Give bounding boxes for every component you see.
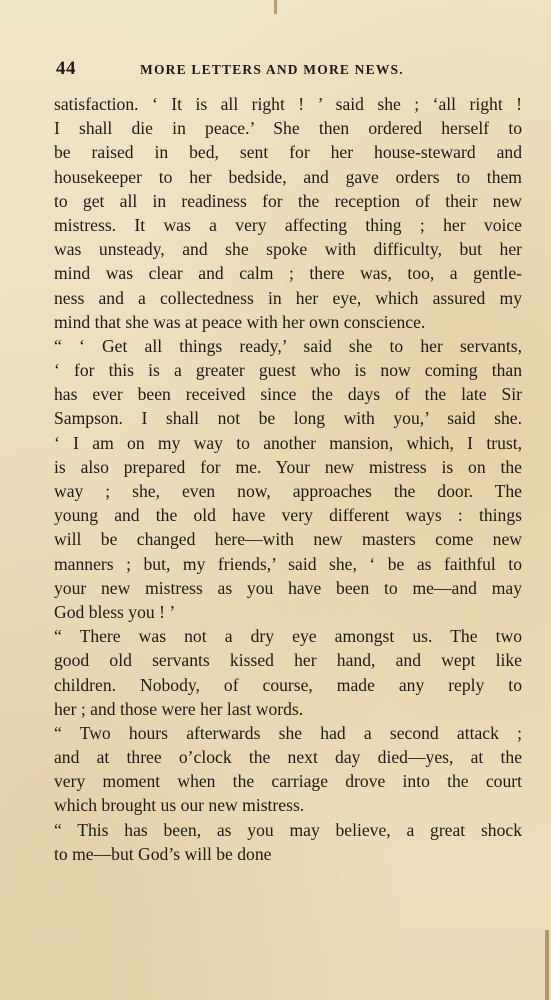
text-line: your new mistress as you have been to me—and may (54, 577, 522, 598)
text-line: has ever been received since the days of the late Sir (54, 384, 522, 405)
text-line: ‘ I am on my way to another mansion, which, I trust, (54, 432, 522, 453)
text-line: is also prepared for me. Your new mistress is on the (54, 456, 522, 477)
text-line: to me—but God’s will be done (54, 843, 272, 864)
text-line: mind was clear and calm ; there was, too, a gentle- (54, 263, 522, 284)
page-edge-mark (545, 930, 549, 1000)
body-text (54, 92, 522, 866)
text-line: very moment when the carriage drove into the court (54, 771, 522, 792)
text-line: be raised in bed, sent for her house-steward and (54, 142, 522, 163)
text-line: mind that she was at peace with her own conscience. (54, 311, 426, 332)
text-line: to get all in readiness for the reception of their new (54, 190, 522, 211)
running-head (56, 58, 516, 80)
text-line: housekeeper to her bedside, and gave orders to them (54, 166, 522, 187)
text-line: manners ; but, my friends,’ said she, ‘ be as faithful to (54, 553, 522, 574)
text-line: will be changed here—with new masters come new (54, 529, 522, 550)
text-line: which brought us our new mistress. (54, 795, 305, 816)
text-line: I shall die in peace.’ She then ordered herself to (54, 118, 522, 139)
paper-mark (274, 0, 277, 14)
text-line: satisfaction. ‘ It is all right ! ’ said she ; ‘all right ! (54, 94, 522, 114)
text-line: “ Two hours afterwards she had a second attack ; (54, 722, 522, 743)
running-title: MORE LETTERS AND MORE NEWS. (140, 62, 404, 77)
text-line: young and the old have very different ways : things (54, 505, 522, 526)
text-line: her ; and those were her last words. (54, 698, 304, 719)
text-line: “ ‘ Get all things ready,’ said she to her servants, (54, 335, 522, 356)
text-line: and at three o’clock the next day died—yes, at the (54, 747, 522, 768)
text-line: was unsteady, and she spoke with difficulty, but her (54, 239, 522, 260)
text-line: good old servants kissed her hand, and wept like (54, 650, 522, 671)
text-line: children. Nobody, of course, made any reply to (54, 674, 522, 695)
text-line: God bless you ! ’ (54, 601, 176, 622)
text-line: ‘ for this is a greater guest who is now coming than (54, 360, 522, 381)
text-line: way ; she, even now, approaches the door. The (54, 481, 522, 501)
text-line: Sampson. I shall not be long with you,’ said she. (54, 408, 522, 429)
page-number: 44 (56, 58, 76, 79)
text-line: ness and a collectedness in her eye, which assured my (54, 287, 522, 308)
text-line: mistress. It was a very affecting thing ; her voice (54, 214, 522, 235)
text-line: “ This has been, as you may believe, a great shock (54, 819, 522, 840)
text-line: “ There was not a dry eye amongst us. The two (54, 626, 522, 647)
